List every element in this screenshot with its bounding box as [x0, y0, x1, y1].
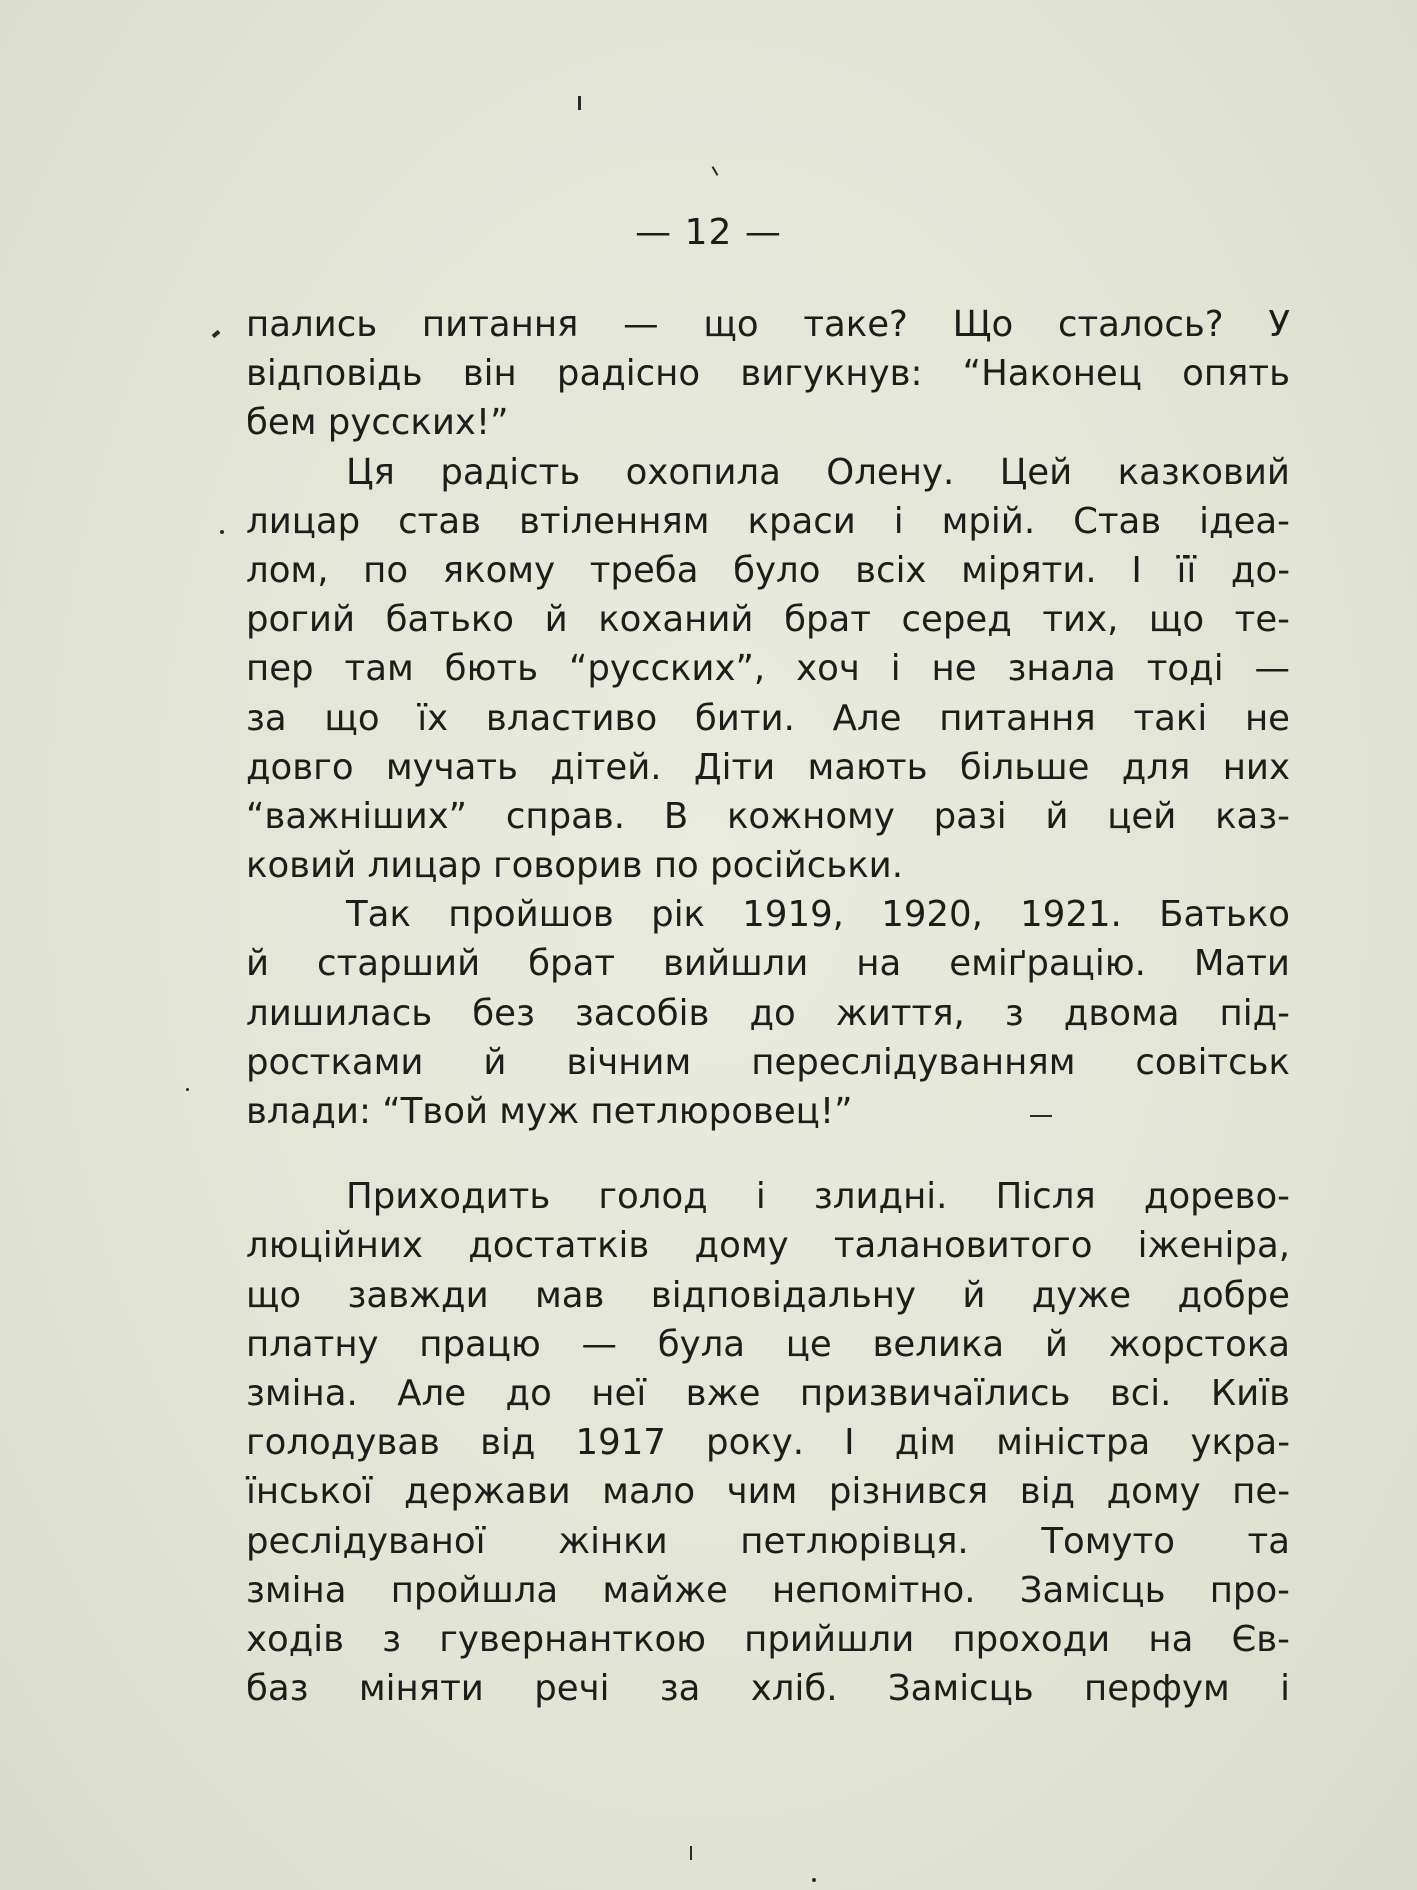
- text-line: довго мучать дітей. Діти мають більше для них: [246, 746, 1290, 788]
- scan-mark: [812, 1878, 816, 1882]
- scan-mark: [690, 1846, 692, 1860]
- body-text: [246, 300, 1290, 1713]
- paragraph: [246, 300, 1290, 448]
- text-line: їнської держави мало чим різнився від дому пе-: [246, 1471, 1290, 1513]
- text-line: голодував від 1917 року. І дім міністра укра-: [246, 1422, 1290, 1464]
- paragraph: [246, 448, 1290, 891]
- text-line: влади: “Твой муж петлюровец!”: [246, 1091, 853, 1132]
- text-line: люційних достатків дому талановитого іженіра,: [246, 1225, 1290, 1267]
- text-line: зміна пройшла майже непомітно. Замісць про-: [246, 1569, 1290, 1611]
- text-line: баз міняти речі за хліб. Замісць перфум і: [246, 1668, 1290, 1710]
- text-line: рогий батько й коханий брат серед тих, що те-: [246, 599, 1290, 641]
- text-line: ковий лицар говорив по російськи.: [246, 845, 903, 887]
- paragraph: [246, 1172, 1290, 1713]
- text-line: пались питання — що таке? Що сталось? У: [246, 304, 1290, 345]
- section-gap: [246, 1136, 1290, 1172]
- scan-mark: [220, 530, 224, 534]
- text-line: ходів з гувернанткою прийшли проходи на Єв-: [246, 1618, 1290, 1660]
- text-line: лишилась без засобів до життя, з двома під-: [246, 992, 1290, 1034]
- text-line: Ця радість охопила Олену. Цей казковий: [346, 451, 1290, 493]
- text-line: лицар став втіленням краси і мрій. Став ідеа-: [246, 500, 1290, 542]
- text-line: ростками й вічним переслідуванням совітськ: [246, 1041, 1290, 1083]
- text-line: відповідь він радісно вигукнув: “Наконец опять: [246, 353, 1290, 395]
- text-line: й старший брат вийшли на еміґрацію. Мати: [246, 943, 1290, 985]
- text-line: пер там бють “русских”, хоч і не знала тоді —: [246, 648, 1290, 690]
- scan-mark: [578, 96, 581, 110]
- text-line: реслідуваної жінки петлюрівця. Томуто та: [246, 1520, 1290, 1562]
- text-line: Так пройшов рік 1919, 1920, 1921. Батько: [346, 894, 1290, 936]
- text-line: зміна. Але до неї вже призвичаїлись всі. Київ: [246, 1372, 1290, 1414]
- text-line: що завжди мав відповідальну й дуже добре: [246, 1274, 1290, 1316]
- scan-mark: [186, 1088, 189, 1091]
- text-line: лом, по якому треба було всіх міряти. І її до-: [246, 549, 1290, 591]
- page-number: — 12 —: [635, 212, 782, 253]
- paragraph: [246, 890, 1290, 1136]
- text-line: за що їх властиво бити. Але питання такі не: [246, 697, 1290, 739]
- text-line: “важніших” справ. В кожному разі й цей каз-: [246, 795, 1290, 837]
- text-line: Приходить голод і злидні. Після дорево-: [346, 1176, 1290, 1218]
- text-line: бем русских!”: [246, 402, 509, 444]
- text-line: платну працю — була це велика й жорстока: [246, 1323, 1290, 1365]
